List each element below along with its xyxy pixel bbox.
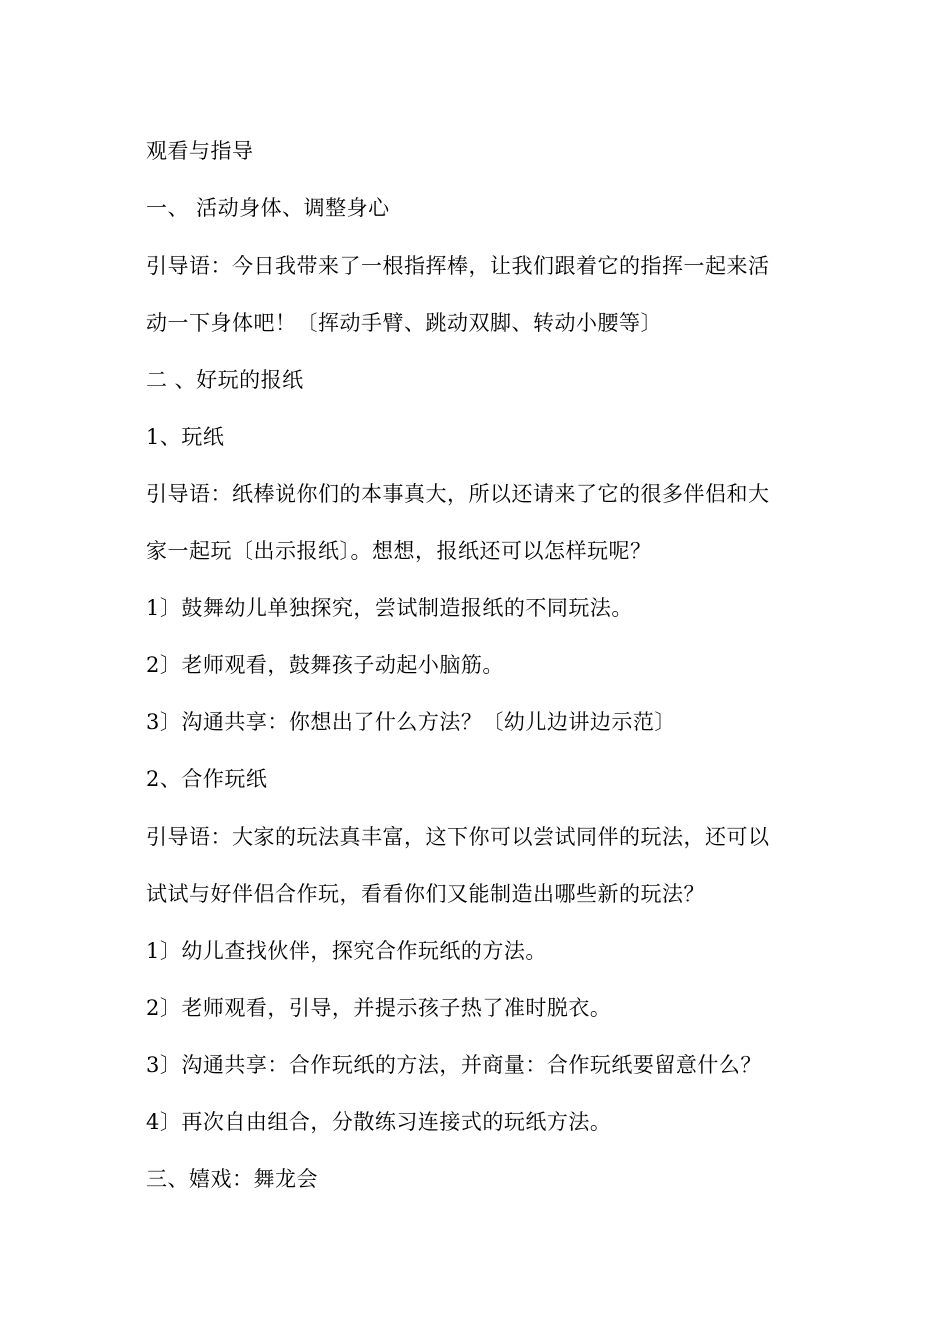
paragraph-line: 试试与好伴侣合作玩，看看你们又能制造出哪些新的玩法？ — [146, 882, 705, 906]
list-item: 1〕鼓舞幼儿单独探究，尝试制造报纸的不同玩法。 — [146, 596, 633, 620]
list-item: 3〕沟通共享：合作玩纸的方法，并商量：合作玩纸要留意什么？ — [146, 1053, 762, 1077]
section-heading: 三、嬉戏：舞龙会 — [146, 1167, 318, 1191]
paragraph-line: 动一下身体吧！〔挥动手臂、跳动双脚、转动小腰等〕 — [146, 311, 662, 335]
paragraph-line: 引导语：大家的玩法真丰富，这下你可以尝试同伴的玩法，还可以 — [146, 825, 770, 849]
section-heading: 观看与指导 — [146, 139, 254, 163]
list-item: 4〕再次自由组合，分散练习连接式的玩纸方法。 — [146, 1110, 612, 1134]
subsection-heading: 1、玩纸 — [146, 425, 225, 449]
list-item: 3〕沟通共享：你想出了什么方法？〔幼儿边讲边示范〕 — [146, 710, 676, 734]
list-item: 2〕老师观看，鼓舞孩子动起小脑筋。 — [146, 653, 504, 677]
paragraph-line: 引导语：纸棒说你们的本事真大，所以还请来了它的很多伴侣和大 — [146, 482, 770, 506]
paragraph-line: 引导语：今日我带来了一根指挥棒，让我们跟着它的指挥一起来活 — [146, 254, 770, 278]
section-heading: 二 、好玩的报纸 — [146, 368, 304, 392]
section-heading: 一、 活动身体、调整身心 — [146, 196, 390, 220]
list-item: 2〕老师观看，引导，并提示孩子热了准时脱衣。 — [146, 996, 612, 1020]
subsection-heading: 2、合作玩纸 — [146, 767, 268, 791]
list-item: 1〕幼儿查找伙伴，探究合作玩纸的方法。 — [146, 939, 547, 963]
paragraph-line: 家一起玩〔出示报纸〕。想想，报纸还可以怎样玩呢？ — [146, 539, 652, 563]
